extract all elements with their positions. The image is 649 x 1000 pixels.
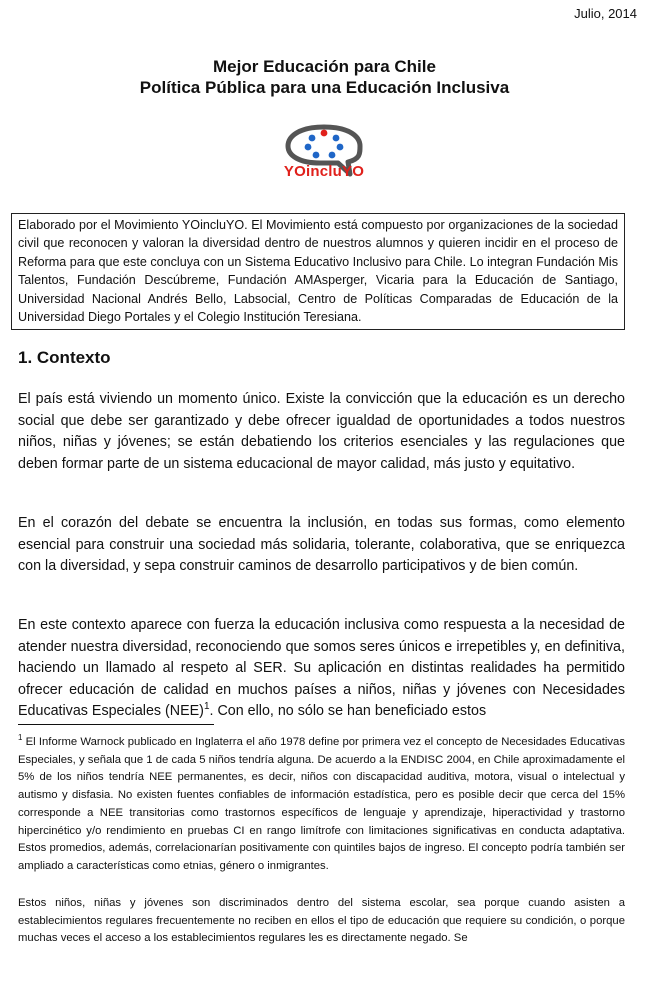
footnote-continuation: Estos niños, niñas y jóvenes son discriminados dentro del sistema escolar, sea porque cuando asisten a establecimientos regulares frecuentemente no reciben en ellos el tipo de educación que requiere su condición, o porque muchas veces el acceso a los establecimientos regulares les es directamente negado. Se: [18, 897, 625, 945]
logo-wordmark: [262, 163, 386, 180]
logo-text-incluyo: incluYO: [306, 163, 365, 180]
paragraph-2: En el corazón del debate se encuentra la inclusión, en todas sus formas, como elemento esencial para construir una sociedad más solidaria, tolerante, colaborativa, que se enriquezca con la diversidad, y sepa construir caminos de desarrollo participativos y de bien común.: [18, 515, 625, 575]
footnote-1: [18, 734, 625, 876]
paragraph-1: El país está viviendo un momento único. Existe la convicción que la educación es un derecho social que debe ser garantizado y debe ofrecer igualdad de oportunidades a todos nuestros niños, niñas y jóvenes; se están debatiendo los criterios esenciales y las regulaciones que deben formar parte de un sistema educacional de mayor calidad, más justo y equitativo.: [18, 391, 625, 472]
footnote-1-text: El Informe Warnock publicado en Inglaterra el año 1978 define por primera vez el concepto de Necesidades Educativas Especiales, y señala que 1 de cada 5 niños tendría alguna. De acuerdo a la ENDISC 2004, en Chile aproximadamente el 5% de los niños tendría NEE permanentes, es decir, niños con discapacidad auditiva, motora, visual o intelectual y autismo y disfasia. No existen fuentes confiables de información estadística, pero es posible decir que cerca del 15% corresponde a NEE transitorias como trastornos específicos de lenguaje y aprendizaje, hiperactividad y trastorno hipercinético y/o rendimiento en pruebas CI en rango limítrofe con limitaciones significativas en conducta adaptativa. Estos promedios, además, correlacionarían positivamente con quintiles bajos de ingreso. El concepto podría también ser ampliado a características como etnias, género o inmigrantes.: [18, 736, 625, 872]
section-heading: 1. Contexto: [18, 348, 111, 367]
authors-box: Elaborado por el Movimiento YOincluYO. El Movimiento está compuesto por organizaciones de la sociedad civil que reconocen y valoran la diversidad dentro de nuestros alumnos y quieren incidir en el proceso de Reforma para que este concluya con un Sistema Educativo Inclusivo para Chile. Lo integran Fundación Mis Talentos, Fundación Descúbreme, Fundación AMAsperger, Vicaria para la Educación de Santiago, Universidad Nacional Andrés Bello, Labsocial, Centro de Políticas Comparadas de Educación de la Universidad Diego Portales y el Colegio Institución Teresiana.: [11, 213, 625, 330]
paragraph-3-tail: . Con ello, no sólo se han beneficiado estos: [209, 703, 487, 720]
footnote-reference[interactable]: 1: [203, 701, 210, 713]
document-date: Julio, 2014: [574, 6, 637, 21]
footnote-divider: [18, 724, 214, 725]
document-title: [0, 56, 649, 98]
paragraph-3-text: En este contexto aparece con fuerza la educación inclusiva como respuesta a la necesidad de atender nuestra diversidad, reconociendo que somos seres únicos e irrepetibles y, en definitiva, haciendo un llamado al respeto al SER. Su aplicación en distintas realidades ha permitido ofrecer educación de calidad en muchos países a niños, niñas y jóvenes con Necesidades Educativas Especiales (NEE): [18, 617, 625, 720]
paragraph-3: [18, 615, 625, 723]
footnote-marker: 1: [18, 733, 23, 743]
logo-text-yo: YO: [283, 163, 306, 180]
title-line-1: Mejor Educación para Chile: [213, 57, 436, 76]
title-line-2: Política Pública para una Educación Inclusiva: [139, 78, 510, 97]
